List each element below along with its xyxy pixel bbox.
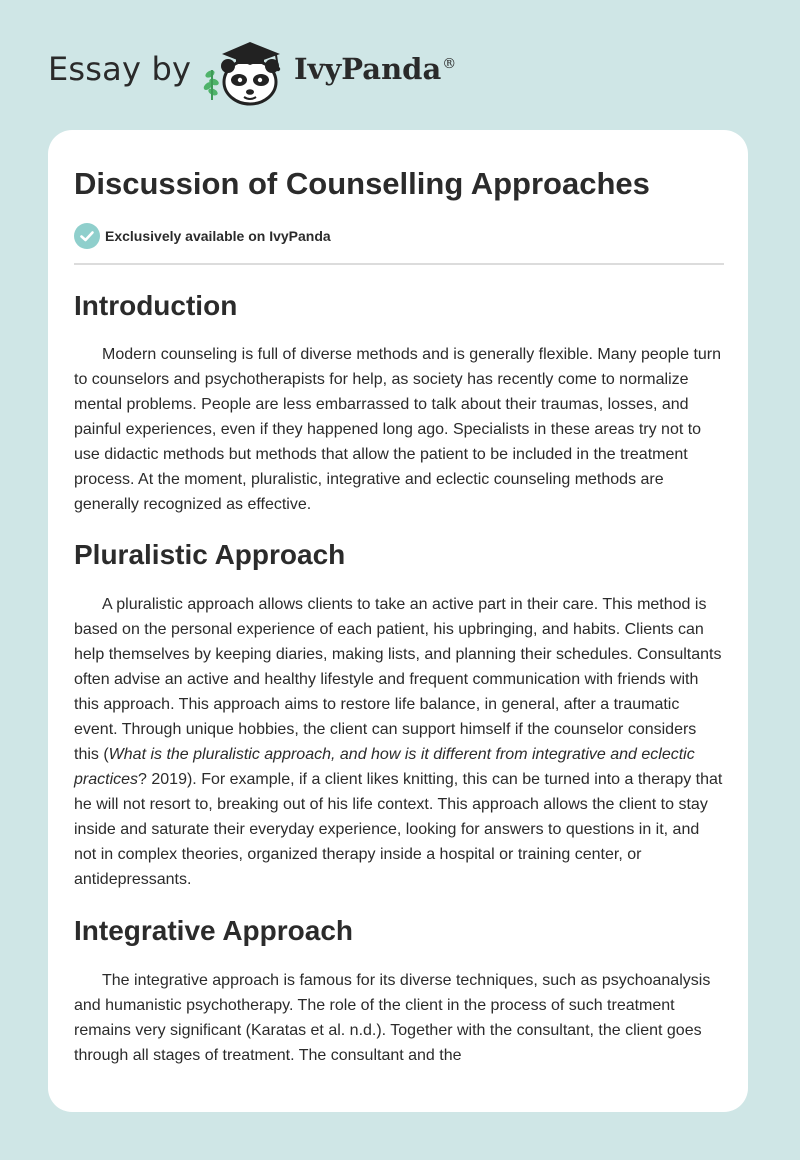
divider	[74, 263, 724, 265]
section-heading: Integrative Approach	[74, 915, 354, 946]
citation-title: What is the pluralistic approach, and how is it different from integrative and eclectic practices	[74, 746, 695, 788]
panda-graduate-logo-icon[interactable]	[198, 38, 294, 108]
brand-header	[48, 38, 468, 108]
section-heading: Pluralistic Approach	[74, 539, 346, 570]
check-circle-icon	[74, 223, 100, 249]
section-paragraph	[74, 592, 724, 892]
section-heading: Introduction	[74, 290, 238, 321]
section-paragraph: The integrative approach is famous for its diverse techniques, such as psychoanalysis and humanistic psychotherapy. The role of the client in the process of such treatment remains very significant (Karatas et al. n.d.). Together with the consultant, the client goes through all stages of treatment. The consultant and the	[74, 972, 711, 1064]
section-introduction	[74, 289, 724, 517]
section-integrative-approach	[74, 914, 724, 1068]
paragraph-text: ? 2019). For example, if a client likes knitting, this can be turned into a therapy that he will not resort to, breaking out of his life context. This approach allows the client to stay inside and saturate their everyday experience, looking for answers to questions in it, and not in complex theories, organized therapy inside a hospital or training center, or antidepressants.	[74, 771, 723, 888]
brand-prefix: Essay by	[48, 50, 192, 88]
page-title: Discussion of Counselling Approaches	[74, 166, 650, 201]
paragraph-text: A pluralistic approach allows clients to take an active part in their care. This method is based on the personal experience of each patient, his upbringing, and habits. Clients can help themselves by keeping diaries, making lists, and planning their schedules. Consultants often advise an active and healthy lifestyle and frequent communication with friends with this approach. This approach aims to restore life balance, in general, after a traumatic event. Through unique hobbies, the client can support himself if the counselor considers this (	[74, 596, 722, 763]
exclusive-badge-text: Exclusively available on IvyPanda	[105, 228, 331, 244]
registered-mark: ®	[442, 56, 457, 73]
section-paragraph: Modern counseling is full of diverse methods and is generally flexible. Many people turn to counselors and psychotherapists for help, as society has recently come to normalize mental problems. People are less embarrassed to talk about their traumas, losses, and painful experiences, even if they happened long ago. Specialists in these areas try not to use didactic methods but methods that allow the patient to be included in the treatment process. At the moment, pluralistic, integrative and eclectic counseling methods are generally recognized as effective.	[74, 346, 722, 513]
brand-name[interactable]	[294, 52, 456, 86]
exclusive-badge	[74, 222, 724, 250]
essay-card	[48, 130, 748, 1112]
brand-name-text: IvyPanda	[294, 52, 442, 86]
section-pluralistic-approach	[74, 538, 724, 892]
essay-content	[74, 130, 724, 1068]
